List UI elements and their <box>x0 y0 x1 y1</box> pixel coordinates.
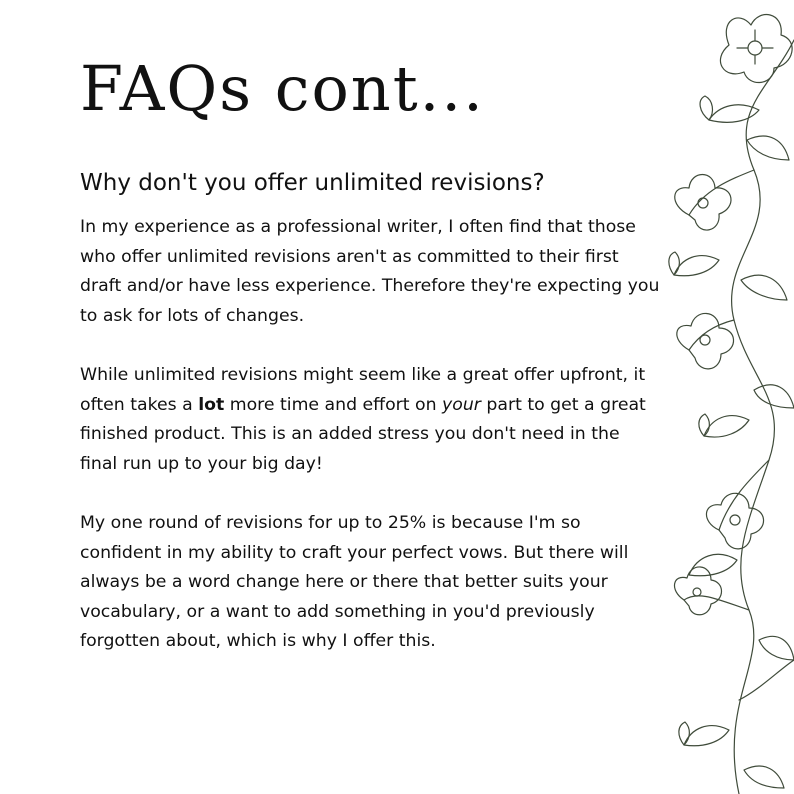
faq-question: Why don't you offer unlimited revisions? <box>80 170 545 196</box>
answer-paragraph-1: In my experience as a professional writer, I often find that those who offer unlimited revisions aren't as committed to their first draft and/or have less experience. Therefore they're expecting you to ask for lots of changes. <box>80 217 660 326</box>
paragraph-2-text-middle: more time and effort on <box>224 394 443 415</box>
page-title: FAQs cont... <box>80 52 485 125</box>
emphasis-italic-your: your <box>442 394 481 415</box>
paragraph-2-text-end: part to get a great finished product. This is an added stress you don't need in the final run up to your big day! <box>80 394 646 474</box>
faq-answer <box>80 213 660 657</box>
paragraph-2-text-start: While unlimited revisions might seem like a great offer upfront, it often takes a <box>80 364 646 415</box>
answer-paragraph-3: My one round of revisions for up to 25% is because I'm so confident in my ability to craft your perfect vows. But there will always be a word change here or there that better suits your vocabulary, or a want to add something in you'd previously forgotten about, which is why I offer this. <box>80 512 629 652</box>
answer-paragraph-2 <box>80 361 660 479</box>
emphasis-bold-lot: lot <box>198 394 225 415</box>
floral-vine-icon <box>659 0 794 794</box>
